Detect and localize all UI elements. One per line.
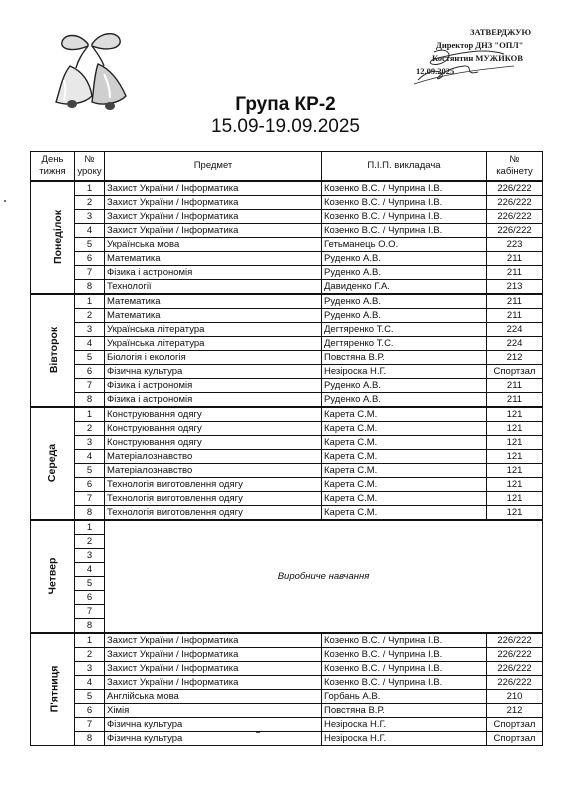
lesson-number: 6 (75, 252, 105, 266)
table-row (31, 210, 543, 224)
lesson-room: 223 (487, 238, 543, 252)
table-row (31, 676, 543, 690)
lesson-number: 4 (75, 337, 105, 351)
table-row (31, 633, 543, 648)
lesson-teacher: Дегтяренко Т.С. (322, 337, 487, 351)
lesson-number: 7 (75, 718, 105, 732)
lesson-teacher: Руденко А.В. (322, 393, 487, 408)
day-block-wednesday (31, 407, 543, 520)
lesson-room: 121 (487, 436, 543, 450)
lesson-teacher: Козенко В.С. / Чуприна І.В. (322, 662, 487, 676)
lesson-room: 226/222 (487, 676, 543, 690)
special-activity: Виробниче навчання (105, 520, 543, 633)
lesson-number: 8 (75, 506, 105, 521)
header-day (31, 152, 75, 182)
lesson-subject: Біологія і екологія (105, 351, 322, 365)
lesson-number: 7 (75, 266, 105, 280)
lesson-number: 3 (75, 436, 105, 450)
lesson-teacher: Незіроска Н.Г. (322, 718, 487, 732)
lesson-subject: Хімія (105, 704, 322, 718)
header-room-line2: кабінету (496, 166, 533, 177)
table-row (31, 732, 543, 746)
day-name-cell (31, 181, 75, 294)
lesson-room: 121 (487, 492, 543, 506)
day-name: Понеділок (51, 210, 64, 264)
lesson-room: 211 (487, 379, 543, 393)
day-name-cell (31, 294, 75, 407)
lesson-room: 212 (487, 351, 543, 365)
lesson-room: 226/222 (487, 196, 543, 210)
lesson-number: 8 (75, 732, 105, 746)
lesson-teacher: Карета С.М. (322, 506, 487, 521)
day-block-friday (31, 633, 543, 746)
lesson-number: 1 (75, 181, 105, 196)
approval-date: 12.09.2025 (416, 66, 455, 76)
lesson-teacher: Карета С.М. (322, 478, 487, 492)
table-row (31, 280, 543, 295)
table-row (31, 436, 543, 450)
lesson-teacher: Козенко В.С. / Чуприна І.В. (322, 648, 487, 662)
header-lesson-line2: уроку (77, 166, 102, 177)
lesson-number: 2 (75, 648, 105, 662)
table-row (31, 252, 543, 266)
lesson-subject: Математика (105, 294, 322, 309)
lesson-teacher: Руденко А.В. (322, 294, 487, 309)
signature-icon (404, 44, 554, 86)
lesson-number: 5 (75, 464, 105, 478)
header-lesson-line1: № (84, 154, 95, 165)
lesson-number: 8 (75, 393, 105, 408)
lesson-teacher: Карета С.М. (322, 407, 487, 422)
approval-name: Костянтин МУЖИКОВ (432, 53, 523, 63)
day-block-monday (31, 181, 543, 294)
lesson-number: 2 (75, 309, 105, 323)
lesson-teacher: Козенко В.С. / Чуприна І.В. (322, 181, 487, 196)
lesson-number: 6 (75, 365, 105, 379)
lesson-number: 2 (75, 535, 105, 549)
lesson-subject: Фізика і астрономія (105, 379, 322, 393)
lesson-teacher: Карета С.М. (322, 436, 487, 450)
lesson-subject: Захист України / Інформатика (105, 633, 322, 648)
table-row (31, 520, 543, 535)
lesson-room: 121 (487, 450, 543, 464)
lesson-room: 121 (487, 506, 543, 521)
table-row (31, 337, 543, 351)
day-block-thursday (31, 520, 543, 633)
lesson-room: 211 (487, 294, 543, 309)
lesson-room: 226/222 (487, 648, 543, 662)
period-title: 15.09-19.09.2025 (211, 116, 360, 137)
day-name: П'ятниця (48, 665, 61, 713)
table-row (31, 478, 543, 492)
table-row (31, 662, 543, 676)
lesson-number: 5 (75, 351, 105, 365)
lesson-subject: Захист України / Інформатика (105, 676, 322, 690)
header-teacher: П.І.П. викладача (322, 152, 487, 182)
header-room (487, 152, 543, 182)
table-row (31, 506, 543, 521)
header-lesson (75, 152, 105, 182)
lesson-subject: Конструювання одягу (105, 407, 322, 422)
lesson-room: 226/222 (487, 224, 543, 238)
lesson-subject: Фізична культура (105, 732, 322, 746)
table-row (31, 224, 543, 238)
lesson-room: 213 (487, 280, 543, 295)
table-row (31, 648, 543, 662)
lesson-subject: Захист України / Інформатика (105, 210, 322, 224)
lesson-teacher: Козенко В.С. / Чуприна І.В. (322, 196, 487, 210)
lesson-teacher: Карета С.М. (322, 492, 487, 506)
day-name-cell (31, 407, 75, 520)
lesson-number: 3 (75, 549, 105, 563)
lesson-room: 226/222 (487, 633, 543, 648)
table-row (31, 238, 543, 252)
lesson-subject: Матеріалознавство (105, 464, 322, 478)
lesson-room: 224 (487, 337, 543, 351)
lesson-number: 3 (75, 662, 105, 676)
lesson-subject: Українська література (105, 323, 322, 337)
lesson-number: 4 (75, 563, 105, 577)
lesson-room: Спортзал (487, 732, 543, 746)
lesson-teacher: Козенко В.С. / Чуприна І.В. (322, 210, 487, 224)
table-row (31, 393, 543, 408)
lesson-teacher: Гетьманець О.О. (322, 238, 487, 252)
lesson-number: 7 (75, 379, 105, 393)
lesson-subject: Українська література (105, 337, 322, 351)
approval-position: Директор ДНЗ "ОПЛ" (436, 40, 524, 50)
lesson-number: 1 (75, 294, 105, 309)
lesson-teacher: Козенко В.С. / Чуприна І.В. (322, 224, 487, 238)
lesson-number: 7 (75, 605, 105, 619)
lesson-teacher: Козенко В.С. / Чуприна І.В. (322, 633, 487, 648)
table-row (31, 294, 543, 309)
lesson-subject: Математика (105, 252, 322, 266)
table-row (31, 266, 543, 280)
lesson-room: 211 (487, 393, 543, 408)
lesson-number: 4 (75, 676, 105, 690)
lesson-subject: Захист України / Інформатика (105, 648, 322, 662)
lesson-subject: Українська мова (105, 238, 322, 252)
lesson-number: 4 (75, 224, 105, 238)
day-name-cell (31, 633, 75, 746)
lesson-teacher: Карета С.М. (322, 422, 487, 436)
lesson-room: Спортзал (487, 365, 543, 379)
table-row (31, 407, 543, 422)
lesson-teacher: Незіроска Н.Г. (322, 732, 487, 746)
lesson-room: 210 (487, 690, 543, 704)
schedule-header (31, 152, 543, 182)
table-row (31, 690, 543, 704)
lesson-number: 1 (75, 407, 105, 422)
table-row (31, 181, 543, 196)
lesson-room: 226/222 (487, 210, 543, 224)
lesson-room: 211 (487, 309, 543, 323)
table-row (31, 464, 543, 478)
lesson-teacher: Повстяна В.Р. (322, 351, 487, 365)
lesson-number: 1 (75, 633, 105, 648)
lesson-room: 121 (487, 478, 543, 492)
lesson-teacher: Козенко В.С. / Чуприна І.В. (322, 676, 487, 690)
day-name: Вівторок (48, 326, 61, 374)
lesson-number: 7 (75, 492, 105, 506)
lesson-room: 121 (487, 422, 543, 436)
approval-heading: ЗАТВЕРДЖУЮ (470, 27, 532, 37)
lesson-room: 211 (487, 266, 543, 280)
lesson-subject: Фізика і астрономія (105, 393, 322, 408)
lesson-number: 5 (75, 238, 105, 252)
lesson-room: 121 (487, 407, 543, 422)
day-block-tuesday (31, 294, 543, 407)
lesson-number: 1 (75, 520, 105, 535)
header-row (31, 152, 543, 182)
lesson-teacher: Руденко А.В. (322, 266, 487, 280)
day-name-cell (31, 520, 75, 633)
lesson-number: 4 (75, 450, 105, 464)
lesson-subject: Матеріалознавство (105, 450, 322, 464)
table-row (31, 492, 543, 506)
table-row (31, 309, 543, 323)
table-row (31, 351, 543, 365)
lesson-number: 8 (75, 280, 105, 295)
table-row (31, 365, 543, 379)
lesson-teacher: Карета С.М. (322, 450, 487, 464)
lesson-subject: Конструювання одягу (105, 436, 322, 450)
lesson-number: 3 (75, 323, 105, 337)
lesson-subject: Технологія виготовлення одягу (105, 492, 322, 506)
lesson-teacher: Карета С.М. (322, 464, 487, 478)
scan-dot (4, 200, 6, 202)
lesson-subject: Англійська мова (105, 690, 322, 704)
table-row (31, 323, 543, 337)
lesson-subject: Технології (105, 280, 322, 295)
lesson-teacher: Руденко А.В. (322, 252, 487, 266)
lesson-room: 226/222 (487, 181, 543, 196)
table-row (31, 196, 543, 210)
header-subject: Предмет (105, 152, 322, 182)
lesson-number: 6 (75, 478, 105, 492)
table-row (31, 704, 543, 718)
lesson-room: 226/222 (487, 662, 543, 676)
lesson-number: 5 (75, 577, 105, 591)
lesson-room: 211 (487, 252, 543, 266)
header-day-line1: День (41, 154, 64, 165)
lesson-number: 2 (75, 422, 105, 436)
lesson-subject: Фізика і астрономія (105, 266, 322, 280)
lesson-teacher: Руденко А.В. (322, 309, 487, 323)
lesson-subject: Технологія виготовлення одягу (105, 478, 322, 492)
lesson-subject: Захист України / Інформатика (105, 181, 322, 196)
lesson-teacher: Руденко А.В. (322, 379, 487, 393)
lesson-number: 2 (75, 196, 105, 210)
lesson-number: 3 (75, 210, 105, 224)
table-row (31, 718, 543, 732)
scan-dot (256, 732, 260, 733)
table-row (31, 379, 543, 393)
lesson-number: 6 (75, 704, 105, 718)
lesson-number: 8 (75, 619, 105, 634)
header-day-line2: тижня (39, 166, 66, 177)
lesson-subject: Математика (105, 309, 322, 323)
lesson-room: 212 (487, 704, 543, 718)
lesson-teacher: Давиденко Г.А. (322, 280, 487, 295)
lesson-subject: Захист України / Інформатика (105, 662, 322, 676)
lesson-teacher: Незіроска Н.Г. (322, 365, 487, 379)
day-name: Четвер (46, 557, 59, 595)
lesson-teacher: Повстяна В.Р. (322, 704, 487, 718)
header-room-line1: № (509, 154, 520, 165)
lesson-subject: Конструювання одягу (105, 422, 322, 436)
day-name: Середа (46, 443, 59, 483)
lesson-subject: Захист України / Інформатика (105, 224, 322, 238)
lesson-room: Спортзал (487, 718, 543, 732)
schedule-table (30, 151, 543, 746)
table-row (31, 450, 543, 464)
lesson-subject: Технологія виготовлення одягу (105, 506, 322, 521)
lesson-number: 5 (75, 690, 105, 704)
lesson-subject: Фізична культура (105, 365, 322, 379)
lesson-teacher: Горбань А.В. (322, 690, 487, 704)
lesson-teacher: Дегтяренко Т.С. (322, 323, 487, 337)
lesson-subject: Фізична культура (105, 718, 322, 732)
group-title: Група КР-2 (235, 94, 336, 115)
lesson-room: 121 (487, 464, 543, 478)
lesson-number: 6 (75, 591, 105, 605)
lesson-room: 224 (487, 323, 543, 337)
lesson-subject: Захист України / Інформатика (105, 196, 322, 210)
table-row (31, 422, 543, 436)
